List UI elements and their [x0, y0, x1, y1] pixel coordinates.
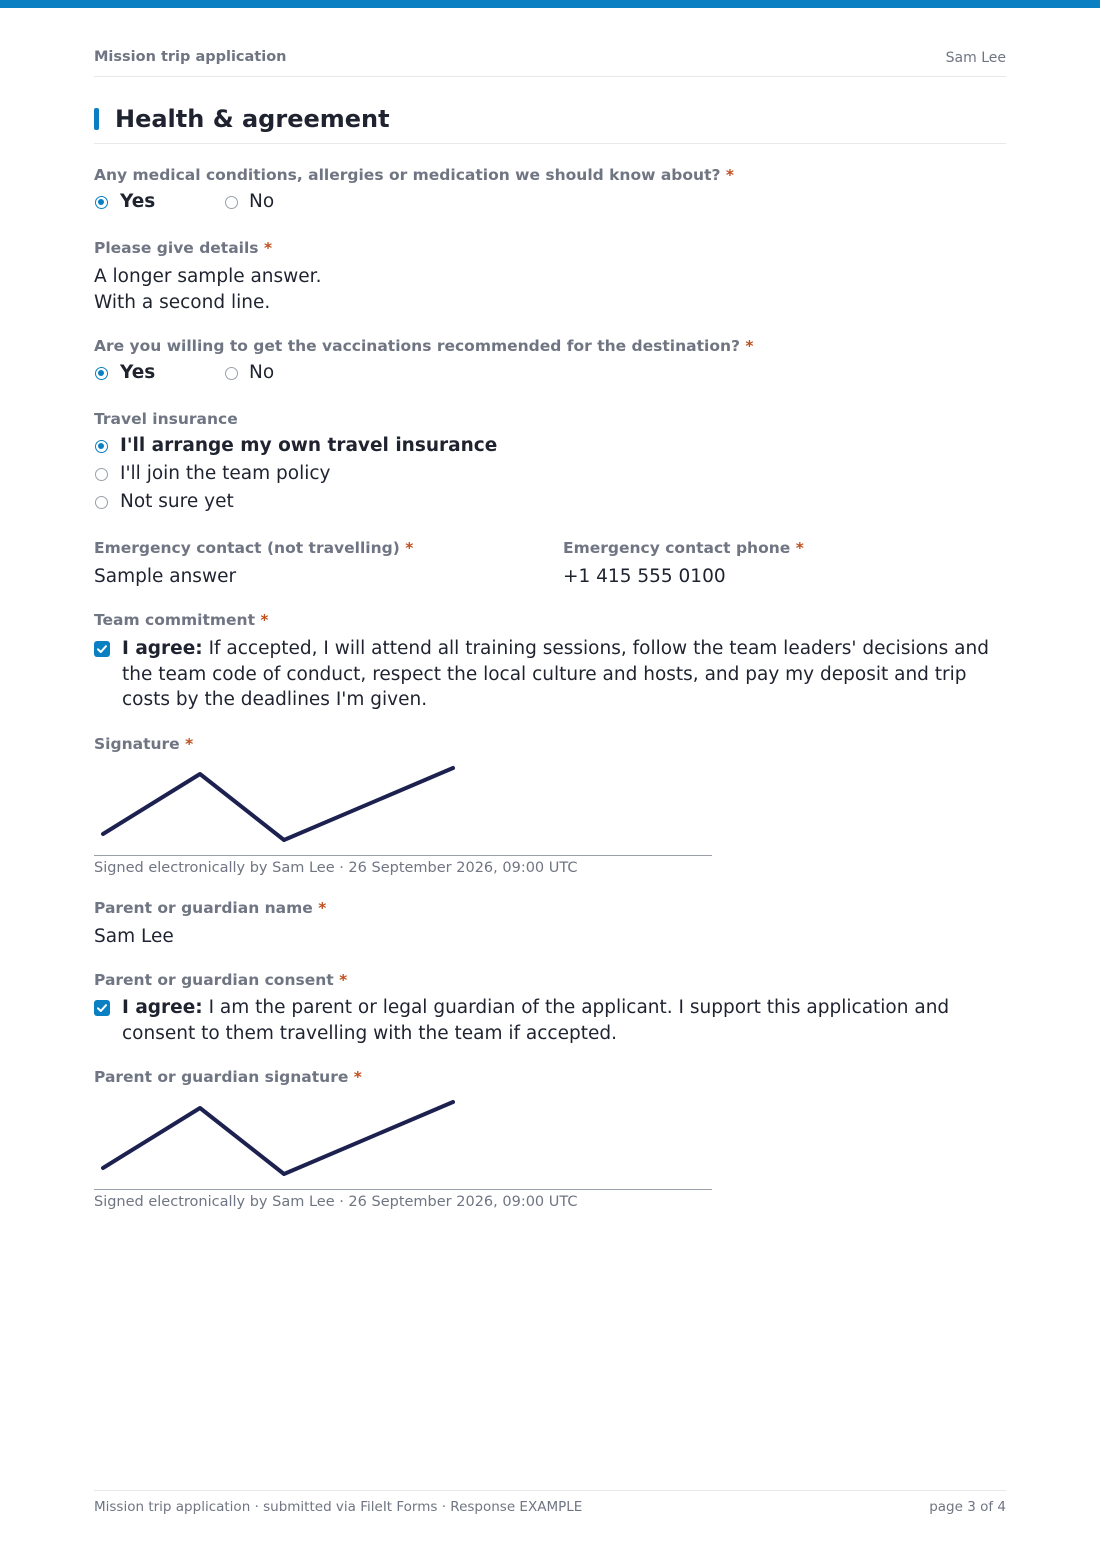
section-heading [94, 104, 1006, 144]
page-header [94, 49, 1006, 77]
vaccinations-no-label: No [249, 362, 275, 383]
top-accent-bar [0, 0, 1100, 8]
section-title: Health & agreement [115, 105, 390, 133]
signature-image [94, 756, 712, 856]
insurance-own-radio[interactable] [95, 440, 108, 453]
emergency-contact-label: Emergency contact (not travelling) * [94, 539, 414, 557]
emergency-phone-value: +1 415 555 0100 [563, 566, 726, 587]
vaccinations-no-radio[interactable] [225, 367, 238, 380]
insurance-own-label: I'll arrange my own travel insurance [120, 435, 498, 456]
emergency-phone-label: Emergency contact phone * [563, 539, 804, 557]
insurance-team-radio[interactable] [95, 468, 108, 481]
details-label: Please give details * [94, 239, 273, 257]
details-line-1: A longer sample answer. [94, 266, 322, 287]
vaccinations-yes-label: Yes [120, 362, 156, 383]
guardian-signature-image [94, 1090, 712, 1190]
commitment-checkbox[interactable] [94, 641, 110, 657]
signature-line [94, 855, 712, 856]
checkmark-icon [94, 1000, 110, 1016]
required-mark: * [725, 166, 734, 184]
checkmark-icon [94, 641, 110, 657]
medical-yes-label: Yes [120, 191, 156, 212]
insurance-label: Travel insurance [94, 410, 238, 428]
guardian-consent-checkbox[interactable] [94, 1000, 110, 1016]
commitment-text: I agree: If accepted, I will attend all training sessions, follow the team leaders' decisions and the team code of conduct, respect the local culture and hosts, and pay my deposit and trip costs by the deadlines I'm given. [122, 638, 989, 710]
emergency-contact-value: Sample answer [94, 566, 237, 587]
vaccinations-yes-radio[interactable] [95, 367, 108, 380]
applicant-name: Sam Lee [945, 50, 1006, 66]
commitment-label: Team commitment * [94, 611, 269, 629]
agree-lead: I agree: [122, 997, 203, 1018]
guardian-name-value: Sam Lee [94, 926, 174, 947]
section-accent [94, 108, 99, 130]
guardian-signature-line [94, 1189, 712, 1190]
agree-lead: I agree: [122, 638, 203, 659]
guardian-consent-text: I agree: I am the parent or legal guardian of the applicant. I support this application and consent to them travelling with the team if accepted. [122, 997, 950, 1044]
medical-yes-radio[interactable] [95, 196, 108, 209]
insurance-team-label: I'll join the team policy [120, 463, 331, 484]
details-line-2: With a second line. [94, 292, 271, 313]
medical-no-radio[interactable] [225, 196, 238, 209]
page-footer [94, 1490, 1006, 1521]
guardian-signature-note: Signed electronically by Sam Lee · 26 September 2026, 09:00 UTC [94, 1194, 578, 1210]
insurance-unsure-radio[interactable] [95, 496, 108, 509]
medical-question-label: Any medical conditions, allergies or medication we should know about? * [94, 166, 734, 184]
form-title: Mission trip application [94, 49, 287, 65]
vaccinations-question-label: Are you willing to get the vaccinations recommended for the destination? * [94, 337, 754, 355]
page-number: page 3 of 4 [929, 1499, 1006, 1515]
signature-label: Signature * [94, 735, 194, 753]
guardian-name-label: Parent or guardian name * [94, 899, 327, 917]
guardian-consent-label: Parent or guardian consent * [94, 971, 348, 989]
insurance-unsure-label: Not sure yet [120, 491, 234, 512]
guardian-signature-label: Parent or guardian signature * [94, 1068, 362, 1086]
footer-meta: Mission trip application · submitted via FileIt Forms · Response EXAMPLE [94, 1499, 583, 1515]
signature-note: Signed electronically by Sam Lee · 26 September 2026, 09:00 UTC [94, 860, 578, 876]
medical-no-label: No [249, 191, 275, 212]
